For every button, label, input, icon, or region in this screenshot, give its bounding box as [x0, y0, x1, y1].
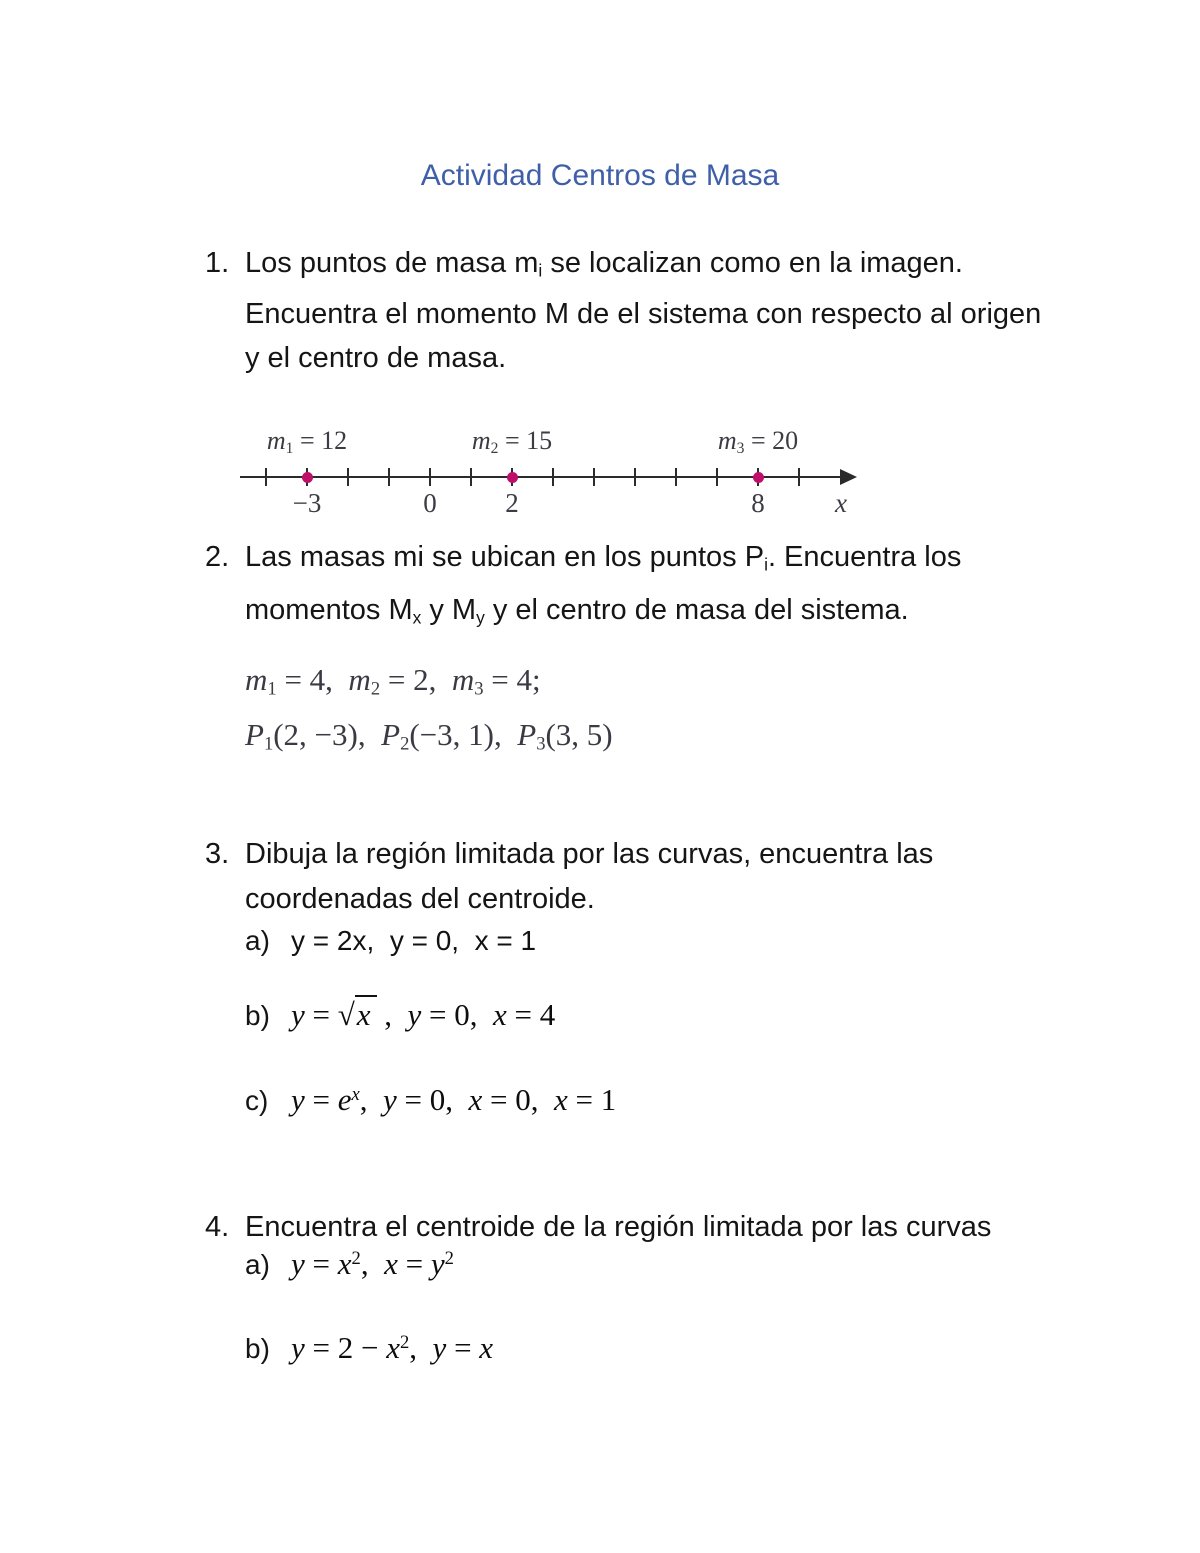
text-line: Dibuja la región limitada por las curvas, encuentra las — [245, 838, 934, 870]
axis-tick — [265, 468, 267, 486]
axis-variable-label: x — [835, 488, 847, 518]
axis-tick — [347, 468, 349, 486]
problem-3-item-b — [245, 997, 555, 1033]
problem-2 — [205, 534, 961, 641]
item-label: b) — [245, 1333, 270, 1364]
problem-1-text — [245, 241, 1041, 380]
equation: $y = e^x$, y = 0, x = 0, x = 1 — [291, 1082, 617, 1117]
number-line-figure — [240, 420, 880, 530]
axis-tick — [470, 468, 472, 486]
problem-3-text — [245, 832, 933, 922]
mass-point — [753, 472, 764, 483]
mass-label: $m_2 = 15$ — [471, 426, 553, 457]
mass-label: $m_1 = 12$ — [266, 426, 348, 457]
problem-3 — [205, 832, 933, 922]
problem-2-number: 2. — [205, 541, 230, 573]
item-label: c) — [245, 1085, 269, 1116]
text-line: momentos $M_x$ y $M_y$ y el centro de masa del sistema. — [245, 594, 909, 628]
equation: $y = 2 - x^2$, y = x — [291, 1330, 494, 1365]
page-title: Actividad Centros de Masa — [420, 159, 780, 192]
masses-equation: $m_1 = 4$, $m_2 = 2$, $m_3 = 4$; — [245, 662, 541, 700]
problem-1-number: 1. — [205, 247, 230, 279]
axis-tick — [716, 468, 718, 486]
item-label: a) — [245, 925, 270, 956]
item-label: b) — [245, 1000, 270, 1031]
text-line: Encuentra el centroide de la región limitada por las curvas — [245, 1211, 992, 1243]
problem-4-number: 4. — [205, 1211, 230, 1243]
axis-number-label: 2 — [505, 488, 519, 518]
axis-tick — [388, 468, 390, 486]
problem-4-item-a — [245, 1246, 454, 1282]
axis-tick — [675, 468, 677, 486]
axis-arrow-icon — [840, 469, 857, 485]
problem-3-item-c — [245, 1082, 616, 1118]
text-line: coordenadas del centroide. — [245, 883, 595, 915]
text-line: y el centro de masa. — [245, 342, 507, 375]
problem-3-item-a — [245, 925, 536, 957]
equation: y = 2x, y = 0, x = 1 — [291, 925, 537, 956]
item-label: a) — [245, 1249, 270, 1280]
text-line: Los puntos de masa $m_i$ se localizan como en la imagen. — [245, 247, 963, 281]
axis-tick — [798, 468, 800, 486]
axis-tick — [552, 468, 554, 486]
problem-4 — [205, 1205, 991, 1249]
mass-label: $m_3 = 20$ — [717, 426, 799, 457]
problem-1 — [205, 241, 1041, 380]
mass-point — [507, 472, 518, 483]
problem-3-number: 3. — [205, 838, 230, 870]
mass-point — [302, 472, 313, 483]
equation: $y = x^2$, $x = y^2$ — [291, 1246, 454, 1281]
problem-4-text — [245, 1205, 991, 1249]
text-line: Las masas mi se ubican en los puntos $P_i$. Encuentra los — [245, 541, 962, 575]
problem-2-text — [245, 534, 961, 641]
problem-2-equations — [245, 657, 613, 766]
points-equation: $P_1(2$, −3), $P_2(-3$, 1), $P_3(3$, 5) — [245, 716, 613, 755]
axis-tick — [593, 468, 595, 486]
axis-number-label: 0 — [423, 488, 437, 518]
equation: y = √x , y = 0, x = 4 — [291, 997, 556, 1032]
axis-tick — [429, 468, 431, 486]
axis-number-label: 8 — [751, 488, 765, 518]
text-line: Encuentra el momento M de el sistema con respecto al origen — [245, 298, 1042, 331]
axis-number-label: −3 — [292, 488, 322, 518]
axis-tick — [634, 468, 636, 486]
problem-4-item-b — [245, 1330, 493, 1366]
